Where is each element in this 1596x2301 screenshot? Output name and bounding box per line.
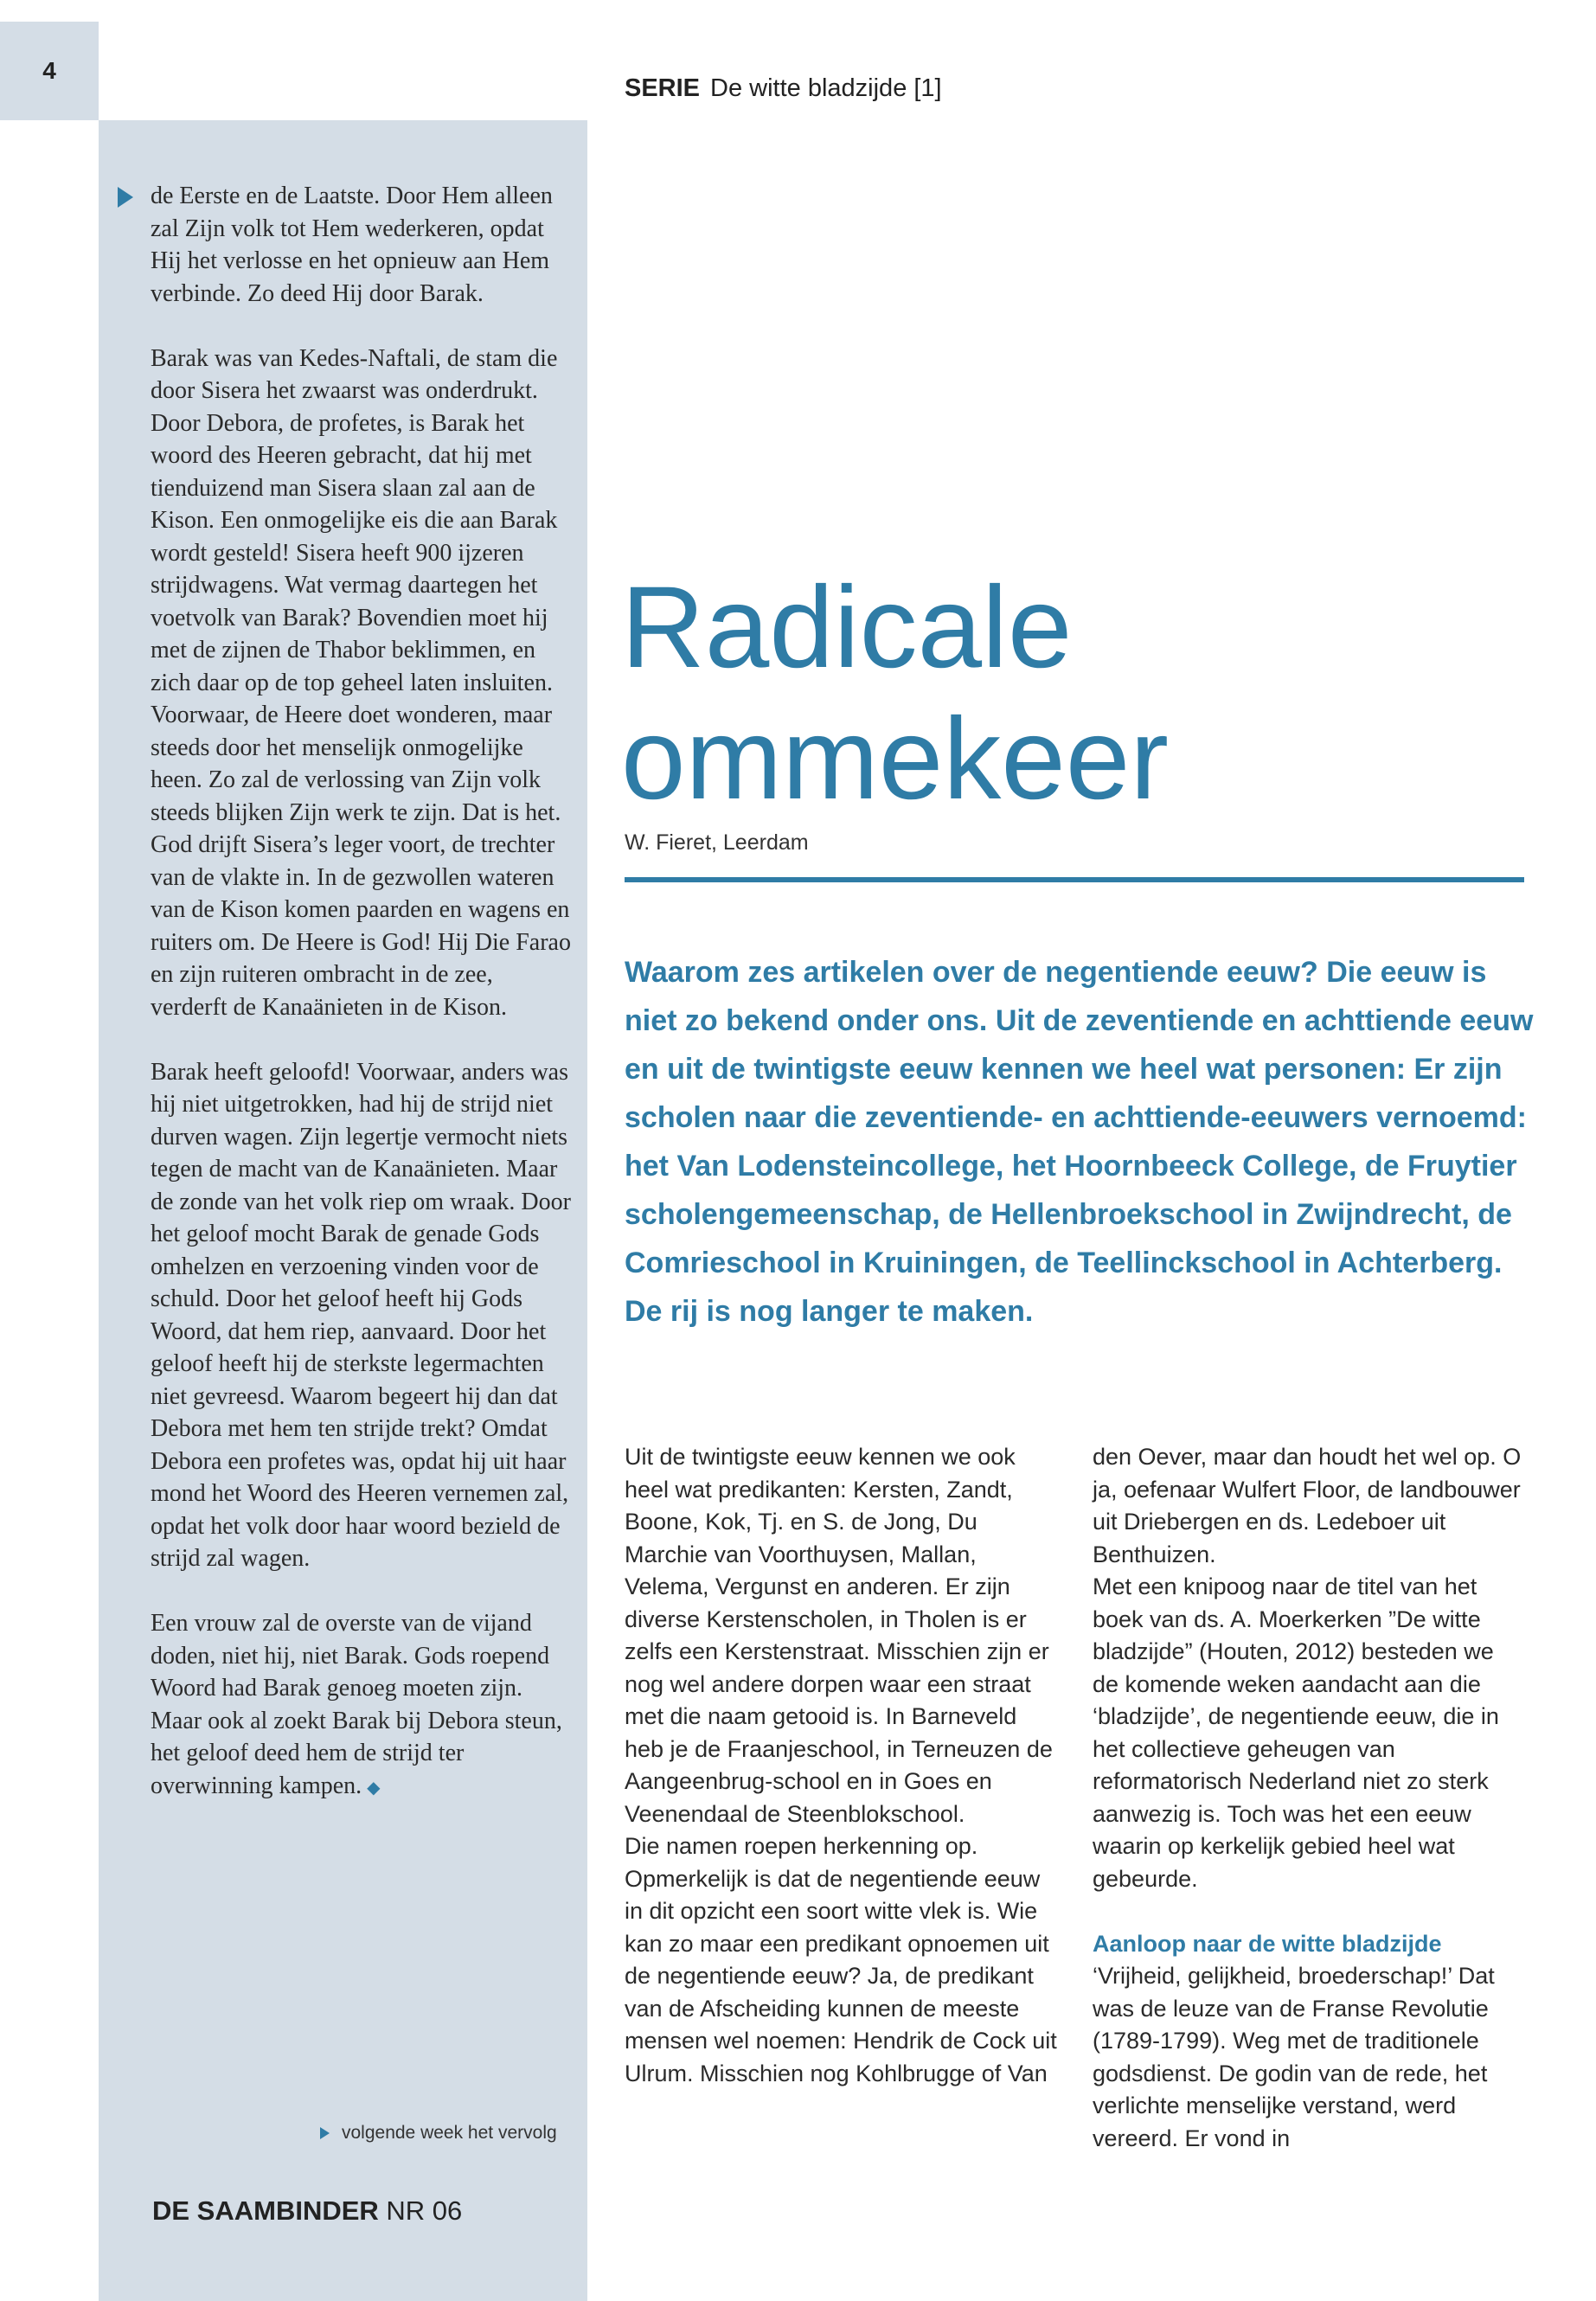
body-column-2 <box>1093 1441 1525 2155</box>
body-paragraph-2: Die namen roepen herkenning op. Opmerkelijk is dat de negentiende eeuw in dit opzicht een soort witte vlek is. Wie kan zo maar een predikant opnoemen uit de negentiende eeuw? Ja, de predikant van de Afscheiding kunnen de meeste mensen wel noemen: Hendrik de Cock uit Ulrum. Misschien nog Kohlbrugge of Van <box>625 1833 1057 2086</box>
sidebar-paragraph-1: de Eerste en de Laatste. Door Hem alleen zal Zijn volk tot Hem wederkeren, opdat Hij het verlosse en het opnieuw aan Hem verbinde. Zo deed Hij door Barak. <box>151 183 553 307</box>
page-number: 4 <box>42 57 56 84</box>
article-title <box>621 562 1529 825</box>
sidebar-paragraph-4: Een vrouw zal de overste van de vijand doden, niet hij, niet Barak. Gods roepend Woord had Barak genoeg moeten zijn. Maar ook al zoekt Barak bij Debora steun, het geloof deed hem de strijd ter overwinning kampen. <box>151 1610 562 1799</box>
series-title: De witte bladzijde [1] <box>710 74 942 102</box>
body-paragraph-4: Met een knipoog naar de titel van het boek van ds. A. Moerkerken ”De witte bladzijde” (Houten, 2012) besteden we de komende weken aandacht aan die ‘bladzijde’, de negentiende eeuw, die in het collectieve geheugen van reformatorisch Nederland niet zo sterk aanwezig is. Toch was het een eeuw waarin op kerkelijk gebied heel wat gebeurde. <box>1093 1574 1499 1892</box>
sidebar-paragraph-3: Barak heeft geloofd! Voorwaar, anders was hij niet uitgetrokken, had hij de strijd niet durven wagen. Zijn legertje vermocht niets tegen de macht van de Kanaänieten. Maar de zonde van het volk riep om wraak. Door het geloof mocht Barak de genade Gods omhelzen en verzoening vinden voor de schuld. Door het geloof heeft hij Gods Woord, dat hem riep, aanvaard. Door het geloof heeft hij de sterkste legermachten niet gevreesd. Waarom begeert hij dan dat Debora met hem ten strijde trekt? Omdat Debora een profetes was, opdat hij uit haar mond het Woord des Heeren vernemen zal, opdat het volk door haar woord bezield de strijd zal wagen. <box>151 1058 571 1572</box>
continued-note <box>320 2123 557 2144</box>
continued-arrow-icon <box>320 2127 330 2139</box>
body-paragraph-1: Uit de twintigste eeuw kennen we ook heel wat predikanten: Kersten, Zandt, Boone, Kok, Tj. en S. de Jong, Du Marchie van Voorthuysen, Mallan, Velema, Vergunst en anderen. Er zijn diverse Kerstenscholen, in Tholen is er zelfs een Kerstenstraat. Misschien zijn er nog wel andere dorpen waar een straat met die naam getooid is. In Barneveld heb je de Fraanjeschool, in Terneuzen de Aangeenbrug-school en in Goes en Veenendaal de Steenblokschool. <box>625 1444 1053 1827</box>
continued-text: volgende week het vervolg <box>342 2123 557 2143</box>
page-number-box <box>0 22 99 120</box>
title-line-1: Radicale <box>621 562 1073 692</box>
issue-number: NR 06 <box>386 2195 463 2226</box>
sidebar-paragraph-2: Barak was van Kedes-Naftali, de stam die door Sisera het zwaarst was onderdrukt. Door Debora, de profetes, is Barak het woord des Heeren gebracht, dat hij met tienduizend man Sisera slaan zal aan de Kison. Een onmogelijke eis die aan Barak wordt gesteld! Sisera heeft 900 ijzeren strijdwagens. Wat vermag daartegen het voetvolk van Barak? Bovendien moet hij met de zijnen de Thabor beklimmen, en zich daar op de top geheel laten insluiten. Voorwaar, de Heere doet wonderen, maar steeds door het menselijk onmogelijke heen. Zo zal de verlossing van Zijn volk steeds blijken Zijn werk te zijn. Dat is het. God drijft Sisera’s leger voort, de trechter van de vlakte in. In de gezwollen wateren van de Kison komen paarden en wagens en ruiters om. De Heere is God! Hij Die Farao en zijn ruiteren ombracht in de zee, verderft de Kanaänieten in de Kison. <box>151 344 571 1021</box>
article-intro: Waarom zes artikelen over de negentiende eeuw? Die eeuw is niet zo bekend onder ons. Uit de zeventiende en achttiende eeuw en uit de twintigste eeuw kennen we heel wat personen: Er zijn scholen naar die zeventiende- en achttiende-eeuwers vernoemd: het Van Lodensteincollege, het Hoornbeeck College, de Fruytier scholengemeenschap, de Hellenbroekschool in Zwijndrecht, de Comrieschool in Kruiningen, de Teellinckschool in Achterberg. De rij is nog langer te maken. <box>625 956 1534 1328</box>
end-diamond-icon: ◆ <box>367 1778 381 1798</box>
series-label: SERIE <box>625 74 701 102</box>
author-byline: W. Fieret, Leerdam <box>625 830 809 855</box>
body-paragraph-5: ‘Vrijheid, gelijkheid, broederschap!’ Dat was de leuze van de Franse Revolutie (1789-1799). Weg met de traditionele godsdienst. De godin van de rede, het verlichte menselijke verstand, werd vereerd. Er vond in <box>1093 1963 1495 2151</box>
footer <box>152 2195 462 2227</box>
series-header <box>625 74 942 103</box>
sidebar-paragraph-4-wrap <box>151 1607 574 1804</box>
body-column-1 <box>625 1441 1057 2090</box>
body-paragraph-3: den Oever, maar dan houdt het wel op. O ja, oefenaar Wulfert Floor, de landbouwer uit Driebergen en ds. Ledeboer uit Benthuizen. <box>1093 1444 1522 1567</box>
title-line-2: ommekeer <box>621 694 1169 824</box>
section-subheading: Aanloop naar de witte bladzijde <box>1093 1930 1442 1957</box>
author-divider <box>625 877 1524 882</box>
sidebar-text <box>151 180 574 1837</box>
magazine-name: DE SAAMBINDER <box>152 2195 379 2226</box>
continued-from-icon <box>118 187 133 208</box>
